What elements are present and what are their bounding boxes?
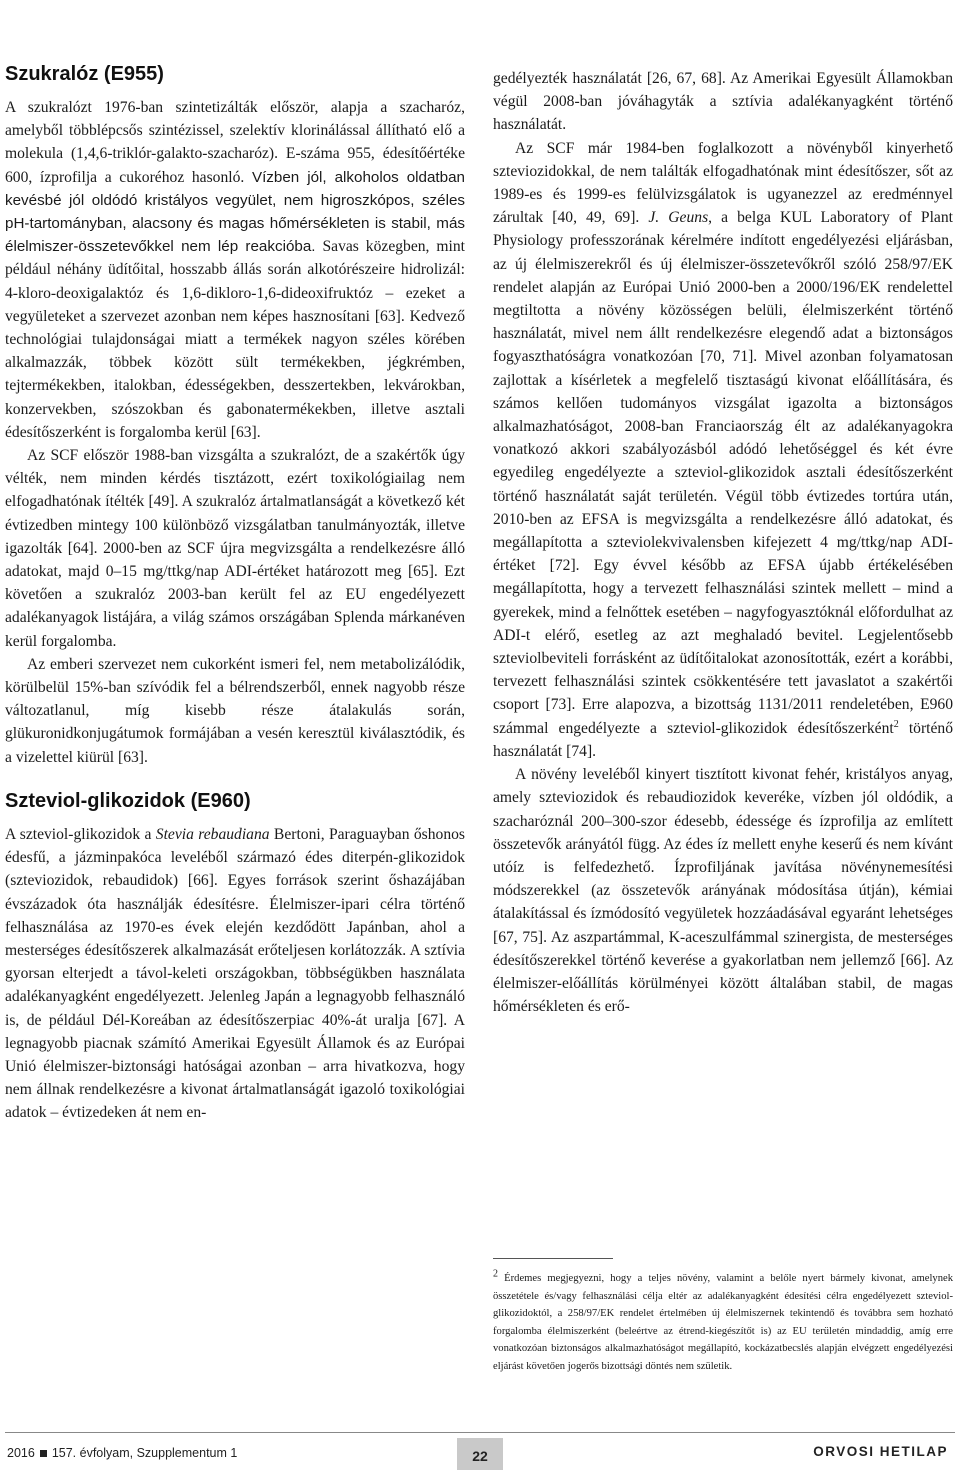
eu-approval-text: , a belga KUL Laboratory of Plant Physiology professzorának kérelmére indított engedélyezési eljárásban, az új élelmiszerekről és új élelmiszer-összetevőkről szóló 258/97/EK rendelet alapján az Európai Unió 2000-ben a 2000/196/EK rendelettel megtiltotta a növény közösségen belüli, élelmiszerként történő használatát, mivel nem állt rendelkezésre elegendő adat a biztonságos fogyaszthatóságra vonatkozóan [70, 71]. Mivel azonban folyamatosan zajlottak a kísérletek a megfelelő tisztaságú kivonat előállítására, és számos kellően tudományos vizsgálat igazolta a biztonságos alkalmazhatóságot, 2008-ban Franciaország élt az adalékanyagokra vonatkozó akkori szabályozásból adódó lehetőséggel és két évre egyedileg engedélyezte a szteviol-glikozidok asztali édesítőszerként történő használatát saját területén. Végül több évtizedes tortúra után, 2010-ben az EFSA is megvizsgálta a rendelkezésre álló adatokat, és megállapította a szteviolekvivalensben kifejezett 4 mg/ttkg/nap ADI-értéket [72]. Egy évvel később az EFSA újabb értékelésében megállapította, hogy a tervezett felhasználási szintek mellett – mind a gyerekek, mind a felnőttek esetében – nagyfogyasztóknál előfordulhat az ADI-t elérő, esetleg az azt meghaladó bevitel. Legjelentősebb szteviolbeviteli forrásként az üdítőitalokat azonosították, ezért a korábbi, tervezett felhasználási szintek csökkentésére tett javaslatot a szakértői csoport [73]. Erre alapozva, a bizottság 1131/2011 rendeletében, E960 számmal engedélyezte a szteviol-glikozidok édesítőszerként bbox=[493, 209, 953, 737]
left-column bbox=[5, 62, 465, 1125]
steviol-paragraph-2 bbox=[493, 137, 953, 763]
footnote-number: 2 bbox=[493, 1268, 498, 1280]
scf-review-text: Az SCF már 1984-ben foglalkozott a növényből kinyerhető szteviozidokkal, de nem találták elfogadhatónak mint édesítőszer, sőt az 1989-es és 1999-es felülvizsgálatok is ugyanezzel az eredménnyel zárultak [40, 49, 69]. bbox=[493, 139, 953, 227]
footnote bbox=[493, 1270, 953, 1376]
square-bullet-icon bbox=[40, 1450, 47, 1457]
steviol-paragraph-3: A növény leveléből kinyert tisztított kivonat fehér, kristályos anyag, amely szteviozidok és rebaudiozidok keveréke, vízben jól oldódik, a szacharóznál 200–300-szor édesebb, édessége és ízprofilja az említett összetevők arányától függ. Az édes íz mellett enyhe keserű és nem kívánt utóíz is felfedezhető. Ízprofiljának javítása növénynemesítési módszerekkel (az összetevők arányának módosítása útján), kémiai átalakítással és ízmódosító vegyületek hozzáadásával egyaránt lehetséges [67, 75]. Az aszpartámmal, K-aceszulfámmal szinergista, de mesterséges édesítőszerekkel történő keverése a gyakorlatban nem jellemző [66]. Az élelmiszer-előállítás körülményei között általában stabil, de magas hőmérsékleten és erő- bbox=[493, 766, 953, 1016]
issue-info bbox=[7, 1446, 237, 1460]
footer-divider bbox=[5, 1432, 955, 1433]
person-name: J. Geuns bbox=[648, 209, 709, 227]
page-footer bbox=[0, 1432, 960, 1470]
section-title-steviol: Szteviol-glikozidok (E960) bbox=[5, 789, 251, 812]
journal-name: ORVOSI HETILAP bbox=[813, 1444, 948, 1459]
species-name: Stevia rebaudiana bbox=[155, 825, 270, 843]
footnote-marker: 2 bbox=[893, 718, 899, 730]
sucralose-intro-text: A szukralózt 1976-ban szintetizálták először, alapja a szacharóz, amelyből többlépcsős szintézissel, szelektív klorinálással állítható elő a molekula (1,4,6-triklór-galakto-szacharóz). E-száma 955, édesítőértéke 600, ízprofilja a cukoréhoz hasonló. bbox=[5, 99, 465, 186]
steviol-history-text: Bertoni, Paraguayban őshonos édesfű, a jázminpakóca leveléből származó édes diterpén-glikozidok (szteviozidok, rebaudidok) [66]. Egyes források szerint őshazájában évszázadok óta használják édesítésre. Élelmiszer-ipari célra történő felhasználása az 1970-es évek elején kezdődött Japánban, ahol a mesterséges édesítőszerek alkalmazását erőteljesen korlátozzák. A sztívia gyorsan elterjedt a távol-keleti országokban, többségükben használata adalékanyagként engedélyezett. Jelenleg Japán a legnagyobb felhasználó is, de például Dél-Koreában az édesítőszerpiac 40%-át uralja [67]. A legnagyobb piacnak számító Amerikai Egyesült Államok és az Európai Unió élelmiszer-biztonsági hatóságai azonban – arra hivatkozva, hogy nem állnak rendelkezésre a kivonat ártalmatlanságát igazoló toxikológiai adatok – évtizedeken át nem en- bbox=[5, 825, 465, 1122]
section-title-sucralose: Szukralóz (E955) bbox=[5, 63, 164, 85]
sucralose-paragraph-3: Az emberi szervezet nem cukorként ismeri fel, nem metabolizálódik, körülbelül 15%-ban szívódik fel a bélrendszerből, ennek nagyobb része változatlanul, míg kisebb része átalakulás során, glükuronidkonjugátumok formájában a vesén keresztül kiválasztódik, és a vizelettel kiürül [63]. bbox=[5, 655, 465, 766]
sucralose-paragraph-1 bbox=[5, 96, 465, 444]
approval-tail-text: történő használatát [74]. bbox=[493, 719, 953, 760]
steviol-paragraph-continued: gedélyezték használatát [26, 67, 68]. Az Amerikai Egyesült Államokban végül 2008-ban jóváhagyták a sztívia adalékanyagként történő használatát. bbox=[493, 70, 953, 134]
footnote-divider bbox=[493, 1258, 613, 1259]
issue-year: 2016 bbox=[7, 1446, 35, 1460]
issue-volume: 157. évfolyam, Szupplementum 1 bbox=[51, 1446, 238, 1460]
steviol-intro-text: A szteviol-glikozidok a bbox=[5, 825, 156, 843]
sucralose-properties-text: Vízben jól, alkoholos oldatban kevésbé jól oldódó kristályos vegyület, nem higroszkópos, széles pH-tartományban, alacsony és magas hőmérsékleten is stabil, más élelmiszer-összetevőkkel nem lép reakcióba. bbox=[5, 168, 465, 256]
right-column bbox=[493, 67, 953, 1018]
sucralose-paragraph-2: Az SCF először 1988-ban vizsgálta a szukralózt, de a szakértők úgy vélték, nem minden kérdés tisztázott, ezért toxikológiailag nem elfogadhatónak ítélték [49]. A szukralóz ártalmatlanságát a következő két évtizedben mintegy 100 különböző vizsgálatban tanulmányozták, illetve igazolták [64]. 2000-ben az SCF újra megvizsgálta a rendelkezésre álló adatokat, majd 0–15 mg/ttkg/nap ADI-értéket határozott meg [65]. Ezt követően a szukralóz 2003-ban került fel az EU engedélyezett adalékanyagok listájára, a világ számos országában Splenda márkanéven kerül forgalomba. bbox=[5, 447, 465, 650]
footnote-text: Érdemes megjegyezni, hogy a teljes növény, valamint a belőle nyert bármely kivonat, amelynek összetétele és/vagy felhasználási célja eltér az adalékanyagként édesítési célra engedélyezett szteviol-glikozidoktól, a 258/97/EK rendelet értelmében új élelmiszernek tekintendő és továbbra sem hozható forgalomba élelmiszerként (beleértve az étrend-kiegészítőt is) az EU területén mindaddig, amíg erre vonatkozóan biztonságos alkalmazhatóságot megállapító, kockázatbecslés alapján elvégzett engedélyezési eljárást követően jogerős bizottsági döntés nem születik. bbox=[493, 1273, 953, 1372]
sucralose-hydrolysis-text: Savas közegben, mint például néhány üdítőital, hosszabb állás során alkotórészeire hidrolizál: 4-kloro-deoxigalaktóz és 1,6-dikloro-1,6-dideoxifruktóz – ezeket a vegyületeket a szervezet azonban nem képes hasznosítani [63]. Kedvező technológiai tulajdonságai miatt a termékek nagyon széles körében alkalmazzák, többek között sült termékekben, jégkrémben, tejtermékekben, italokban, édességekben, desszertekben, lekvárokban, konzervekben, szószokban és gabonatermékekben, illetve asztali édesítőszerként is forgalomba kerül [63]. bbox=[5, 238, 465, 441]
page-number: 22 bbox=[457, 1438, 503, 1470]
steviol-paragraph-1 bbox=[5, 823, 465, 1125]
